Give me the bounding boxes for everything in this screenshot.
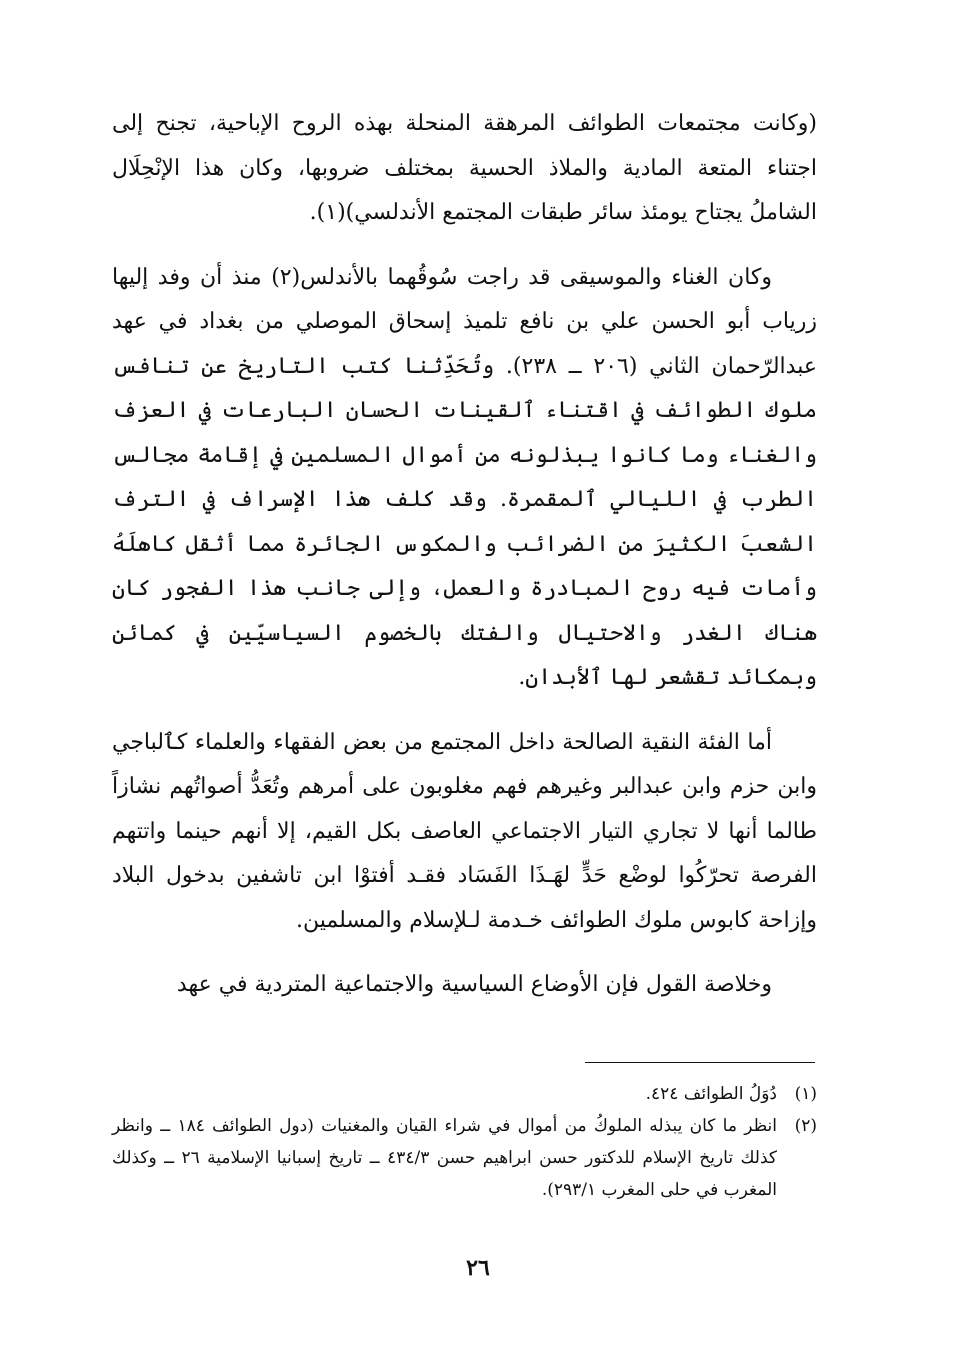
footnote-separator — [585, 1062, 815, 1063]
paragraph-1: (وكانت مجتمعات الطوائف المرهقة المنحلة بهذه الروح الإباحية، تجنح إلى اجتناء المتعة المادية والملاذ الحسية بمختلف ضروبها، وكان هذا الإنْحِلَال الشاملُ يجتاح يومئذ سائر طبقات المجتمع الأندلسي)(١). — [112, 111, 817, 225]
footnotes — [112, 1078, 817, 1206]
main-text — [112, 102, 817, 1008]
footnote-text: دُوَلُ الطوائف ٤٢٤. — [645, 1084, 777, 1104]
footnote-text: انظر ما كان يبذله الملوكُ من أموال في شراء القيان والمغنيات (دول الطوائف ١٨٤ ــ وانظر كذلك تاريخ الإسلام للدكتور حسن ابراهيم حسن ٤٣٤/٣ ــ تاريخ إسبانيا الإسلامية ٢٦ ــ وكذلك المغرب في حلى المغرب ٢٩٣/١). — [112, 1116, 778, 1200]
paragraph-4: وخلاصة القول فإن الأوضاع السياسية والاجتماعية المتردية في عهد — [176, 972, 772, 997]
paragraph-3: أما الفئة النقية الصالحة داخل المجتمع من بعض الفقهاء والعلماء كٱلباجي وابن حزم وابن عبدالبر وغيرهم فهم مغلوبون على أمرهم وتُعَدُّ أصواتُهم نشازاً طالما أنها لا تجاري التيار الاجتماعي العاصف بكل القيم، إلا أنهم حينما واتتهم الفرصة تحرّكُوا لوضْع حَدٍّ لهَـذَا الفَسَاد فقـد أفتوْا ابن تاشفين بدخول البلاد وإزاحة كابوس ملوك الطوائف خـدمة لـلإسلام والمسلمين. — [112, 729, 817, 933]
page-number: ٢٦ — [466, 1255, 490, 1281]
footnote-2 — [112, 1110, 817, 1206]
footnote-number: (٢) — [794, 1116, 817, 1136]
footnote-1 — [112, 1078, 817, 1110]
paragraph-2: وكان الغناء والموسيقى قد راجت سُوقُهما بالأندلس(٢) منذ أن وفد إليها زرياب أبو الحسن علي بن نافع تلميذ إسحاق الموصلي من بغداد في عهد عبدالرّحمان الثاني (٢٠٦ ــ ٢٣٨). وتُحَدِّثنا كتب التاريخ عن تنافس ملوك الطوائف في اقتناء ٱلقينات الحسان البارعات في العزف والغناء وما كانوا يبذلونه من أموال المسلمين في إقامة مجالس الطرب في الليالي ٱلمقمرة. وقد كلف هذا الإسراف في الترف الشعبَ الكثيرَ من الضرائب والمكوس الجائرة مما أثقل كاهلَهُ وأمات فيه روح المبادرة والعمل، وإلى جانب هذا الفجور كان هناك الغدر والاحتيال والفتك بالخصوم السياسيّين في كمائن وبمكائد تقشعر لها ٱلأبدان. — [112, 264, 817, 690]
footnote-number: (١) — [794, 1084, 817, 1104]
